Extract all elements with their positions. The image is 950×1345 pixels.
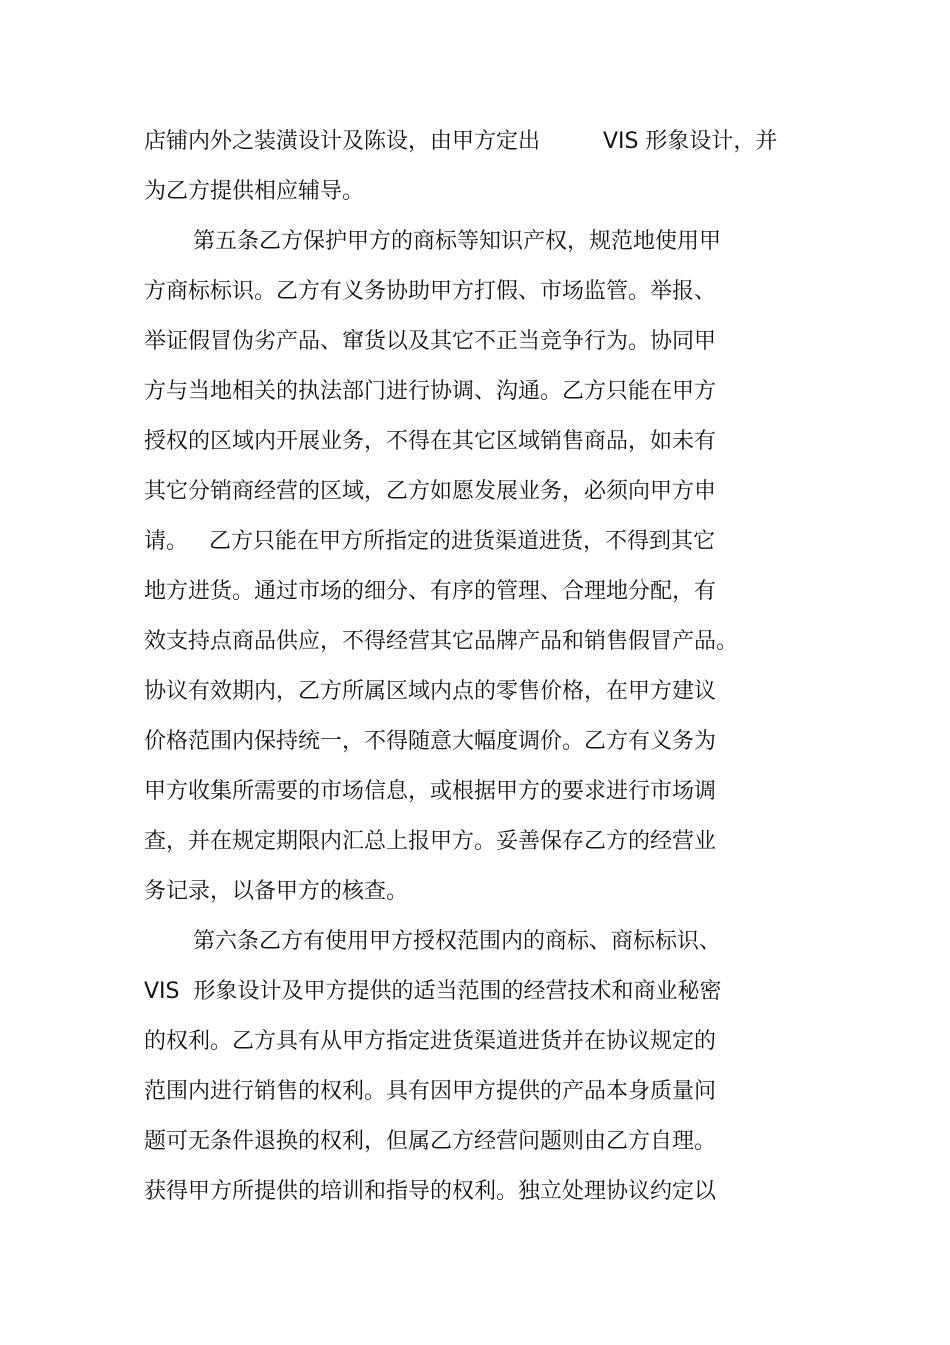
text-line: 方商标标识。乙方有义务协助甲方打假、市场监管。举报、 bbox=[144, 279, 717, 304]
text-line: 举证假冒伪劣产品、窜货以及其它不正当竞争行为。协同甲 bbox=[144, 329, 717, 354]
text-line: 的权利。乙方具有从甲方指定进货渠道进货并在协议规定的 bbox=[144, 1029, 717, 1054]
text-line: 其它分销商经营的区域，乙方如愿发展业务，必须向甲方申 bbox=[144, 479, 717, 504]
text-line: 甲方收集所需要的市场信息，或根据甲方的要求进行市场调 bbox=[144, 779, 717, 804]
text-line: 协议有效期内，乙方所属区域内点的零售价格，在甲方建议 bbox=[144, 679, 717, 704]
text-line: 获得甲方所提供的培训和指导的权利。独立处理协议约定以 bbox=[144, 1179, 717, 1204]
text-line: 价格范围内保持统一，不得随意大幅度调价。乙方有义务为 bbox=[144, 729, 717, 754]
text-line: 授权的区域内开展业务，不得在其它区域销售商品，如未有 bbox=[144, 429, 717, 454]
text-line: 第五条乙方保护甲方的商标等知识产权，规范地使用甲 bbox=[193, 229, 722, 254]
text-line: VIS 形象设计及甲方提供的适当范围的经营技术和商业秘密 bbox=[144, 979, 722, 1004]
text-line: 为乙方提供相应辅导。 bbox=[144, 179, 365, 204]
text-line: 查，并在规定期限内汇总上报甲方。妥善保存乙方的经营业 bbox=[144, 829, 717, 854]
text-line: 务记录，以备甲方的核查。 bbox=[144, 879, 409, 904]
text-line: 请。 乙方只能在甲方所指定的进货渠道进货，不得到其它 bbox=[144, 529, 715, 554]
text-line: 范围内进行销售的权利。具有因甲方提供的产品本身质量问 bbox=[144, 1079, 717, 1104]
text-line: 地方进货。通过市场的细分、有序的管理、合理地分配，有 bbox=[144, 579, 717, 604]
text-line: 第六条乙方有使用甲方授权范围内的商标、商标标识、 bbox=[193, 929, 722, 954]
text-line: 效支持点商品供应，不得经营其它品牌产品和销售假冒产品。 bbox=[144, 629, 739, 654]
text-line: 题可无条件退换的权利，但属乙方经营问题则由乙方自理。 bbox=[144, 1129, 717, 1154]
text-line: 店铺内外之装潢设计及陈设，由甲方定出 VIS 形象设计，并 bbox=[144, 129, 778, 154]
text-line: 方与当地相关的执法部门进行协调、沟通。乙方只能在甲方 bbox=[144, 379, 717, 404]
